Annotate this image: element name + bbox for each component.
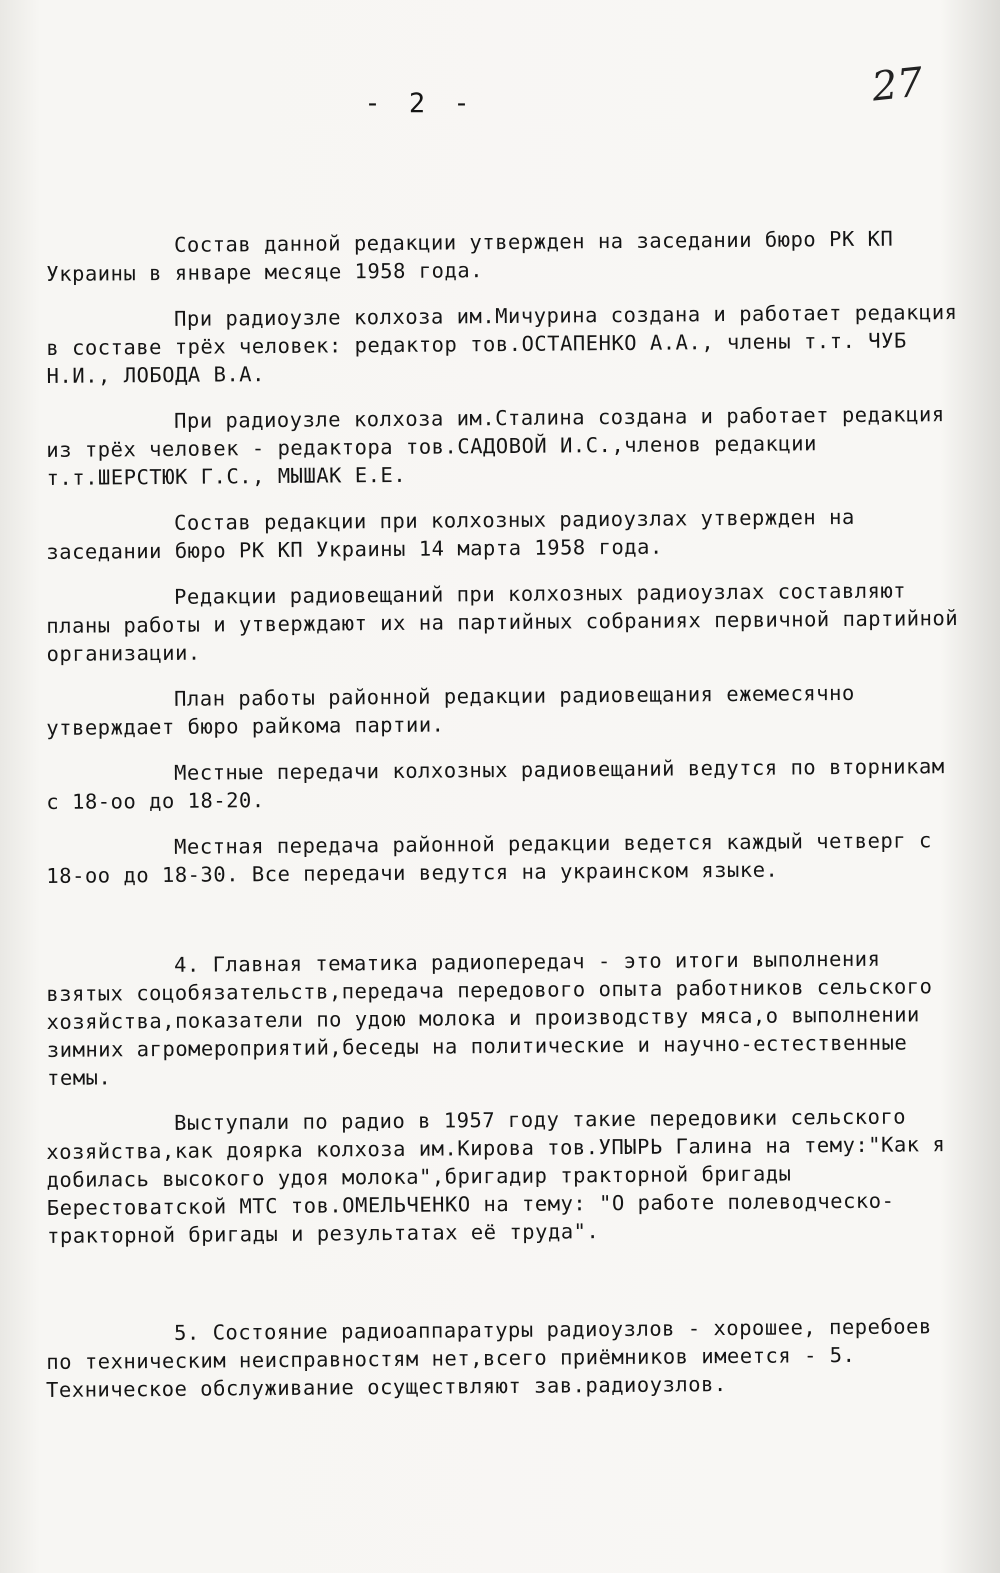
- paragraph-local-broadcasts: Местные передачи колхозных радиовещаний ведутся по вторникам с 18-оо до 18-20.: [46, 754, 958, 814]
- paragraph-district-broadcast: Местная передача районной редакции ведется каждый четверг с 18-оо до 18-30. Все передачи ведутся на украинском языке.: [46, 828, 945, 888]
- paragraph-michurin-editorial: При радиоузле колхоза им.Мичурина создана и работает редакция в составе трёх человек: редактор тов.ОСТАПЕНКО А.А., члены т.т. ЧУБ Н.И., ЛОБОДА В.А.: [46, 299, 971, 388]
- paragraph-work-plans: Редакции радиовещаний при колхозных радиоузлах составляют планы работы и утверждают их на партийных собраниях первичной партийной организации.: [46, 578, 972, 666]
- paragraph-speakers: Выступали по радио в 1957 году такие передовики сельского хозяйства,как доярка колхоза им.Кирова тов.УПЫРЬ Галина на тему:"Как я добилась высокого удоя молока",бригадир тракторной бригады Берестоватской МТС тов.ОМЕЛЬЧЕНКО на тему: "О работе полеводческо-тракторной бригады и результатах её труда".: [46, 1104, 959, 1248]
- paragraph-maintenance: Техническое обслуживание осуществляют зав.радиоузлов.: [46, 1372, 727, 1402]
- paragraph-stalin-editorial: При радиоузле колхоза им.Сталина создана и работает редакция из трёх человек - редактора тов.САДОВОЙ И.С.,членов редакции т.т.ШЕРСТЮК Г.С., МЫШАК Е.Е.: [46, 402, 958, 490]
- page-number: - 2 -: [364, 88, 476, 119]
- paragraph-editorial-approval: Состав данной редакции утвержден на заседании бюро РК КП Украины в январе месяце 1958 года.: [46, 226, 907, 286]
- paragraph-kolkhoz-approval: Состав редакции при колхозных радиоузлах утвержден на заседании бюро РК КП Украины 14 марта 1958 года.: [46, 504, 868, 564]
- paragraph-main-topics: 4. Главная тематика радиопередач - это итоги выполнения взятых соцобязательств,передача передового опыта работников сельского хозяйства,показатели по удою молока и производству мяса,о выполнении зимних агромероприятий,беседы на политические и научно-естественные темы.: [46, 946, 946, 1090]
- document-body: [46, 226, 972, 1422]
- paragraph-district-plan: План работы районной редакции радиовещания ежемесячно утверждает бюро райкома партии.: [46, 680, 868, 740]
- paragraph-equipment-state: 5. Состояние радиоаппаратуры радиоузлов - хорошее, перебоев по техническим неисправностям нет,всего приёмников имеется - 5.: [46, 1314, 945, 1374]
- archive-folio-number: 27: [869, 59, 926, 111]
